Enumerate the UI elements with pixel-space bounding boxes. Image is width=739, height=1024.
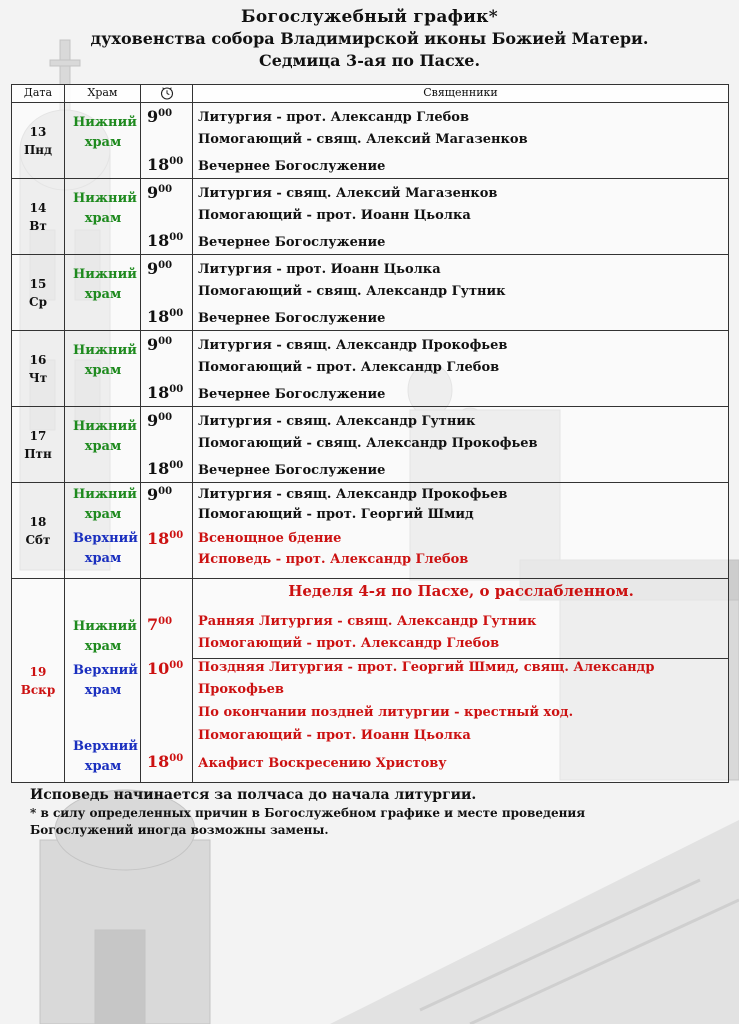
service-line: Помогающий - прот. Иоанн Цьолка bbox=[198, 208, 471, 223]
temple-label: Верхний храм bbox=[73, 531, 138, 566]
services-cell bbox=[193, 103, 729, 179]
weekday: Птн bbox=[24, 446, 52, 461]
column-header-temple: Храм bbox=[65, 85, 141, 103]
temple-cell bbox=[65, 579, 141, 783]
time-minutes: 00 bbox=[158, 616, 173, 627]
date-cell bbox=[12, 579, 65, 783]
services-cell bbox=[193, 255, 729, 331]
time-minutes: 00 bbox=[169, 460, 184, 471]
date-cell bbox=[12, 483, 65, 579]
service-time bbox=[147, 411, 172, 431]
time-hour: 18 bbox=[147, 231, 170, 250]
day-number: 18 bbox=[29, 514, 47, 529]
service-line: Литургия - свящ. Александр Гутник bbox=[198, 414, 476, 429]
schedule-day-row bbox=[12, 579, 729, 783]
service-line: Помогающий - свящ. Александр Прокофьев bbox=[198, 436, 538, 451]
service-line: Литургия - прот. Александр Глебов bbox=[198, 110, 469, 125]
service-line: Помогающий - прот. Георгий Шмид bbox=[198, 507, 474, 522]
temple-cell bbox=[65, 103, 141, 179]
day-number: 15 bbox=[29, 276, 47, 291]
changes-note: * в силу определенных причин в Богослужебном графике и месте проведения bbox=[30, 806, 586, 820]
time-cell bbox=[141, 179, 193, 255]
services-cell bbox=[193, 179, 729, 255]
service-line: Вечернее Богослужение bbox=[198, 159, 386, 174]
page-title: Богослужебный график* bbox=[241, 7, 498, 27]
time-cell bbox=[141, 407, 193, 483]
service-line: Вечернее Богослужение bbox=[198, 387, 386, 402]
service-time bbox=[147, 155, 183, 175]
confession-note: Исповедь начинается за полчаса до начала литургии. bbox=[30, 787, 477, 803]
services-cell bbox=[193, 331, 729, 407]
service-line: Вечернее Богослужение bbox=[198, 235, 386, 250]
service-line: Помогающий - прот. Иоанн Цьолка bbox=[198, 728, 471, 743]
services-cell bbox=[193, 407, 729, 483]
service-time bbox=[147, 752, 183, 772]
time-cell bbox=[141, 255, 193, 331]
time-hour: 10 bbox=[147, 659, 170, 678]
service-time bbox=[147, 259, 172, 279]
time-minutes: 00 bbox=[158, 260, 173, 271]
time-hour: 18 bbox=[147, 155, 170, 174]
schedule-day-row bbox=[12, 179, 729, 255]
time-cell bbox=[141, 579, 193, 783]
temple-cell bbox=[65, 331, 141, 407]
service-line: Помогающий - свящ. Алексий Магазенков bbox=[198, 132, 528, 147]
time-hour: 18 bbox=[147, 529, 170, 548]
table-header-row bbox=[12, 85, 729, 103]
weekday: Вт bbox=[29, 218, 47, 233]
temple-cell bbox=[65, 179, 141, 255]
time-minutes: 00 bbox=[158, 412, 173, 423]
time-cell bbox=[141, 103, 193, 179]
service-time bbox=[147, 307, 183, 327]
time-hour: 18 bbox=[147, 307, 170, 326]
date-cell bbox=[12, 255, 65, 331]
time-cell bbox=[141, 331, 193, 407]
service-time bbox=[147, 615, 172, 635]
date-cell bbox=[12, 331, 65, 407]
day-number: 19 bbox=[29, 664, 47, 679]
temple-label: Нижний храм bbox=[73, 267, 137, 302]
day-number: 17 bbox=[29, 428, 47, 443]
time-minutes: 00 bbox=[169, 384, 184, 395]
service-time bbox=[147, 335, 172, 355]
schedule-table bbox=[11, 84, 729, 783]
service-line: Акафист Воскресению Христову bbox=[198, 756, 447, 771]
time-hour: 9 bbox=[147, 335, 159, 354]
service-time bbox=[147, 183, 172, 203]
temple-label: Нижний храм bbox=[73, 419, 137, 454]
time-hour: 9 bbox=[147, 259, 159, 278]
time-minutes: 00 bbox=[158, 184, 173, 195]
date-cell bbox=[12, 407, 65, 483]
weekday: Вскр bbox=[20, 682, 56, 697]
time-hour: 18 bbox=[147, 752, 170, 771]
time-cell bbox=[141, 483, 193, 579]
services-cell bbox=[193, 579, 729, 783]
service-time bbox=[147, 529, 183, 549]
service-line: Прокофьев bbox=[198, 682, 284, 697]
service-line: Литургия - свящ. Алексий Магазенков bbox=[198, 186, 498, 201]
service-line: Помогающий - свящ. Александр Гутник bbox=[198, 284, 506, 299]
time-minutes: 00 bbox=[169, 156, 184, 167]
temple-cell bbox=[65, 255, 141, 331]
service-line: По окончании поздней литургии - крестный ход. bbox=[198, 705, 574, 720]
temple-label: Нижний храм bbox=[73, 487, 137, 522]
time-minutes: 00 bbox=[169, 530, 184, 541]
column-header-time bbox=[141, 85, 193, 103]
feast-divider bbox=[193, 658, 729, 659]
date-cell bbox=[12, 103, 65, 179]
service-line: Помогающий - прот. Александр Глебов bbox=[198, 636, 500, 651]
temple-cell bbox=[65, 483, 141, 579]
feast-title: Неделя 4-я по Пасхе, о расслабленном. bbox=[288, 582, 634, 600]
service-time bbox=[147, 231, 183, 251]
weekday: Ср bbox=[29, 294, 47, 309]
service-time bbox=[147, 659, 183, 679]
time-hour: 9 bbox=[147, 485, 159, 504]
service-line: Литургия - свящ. Александр Прокофьев bbox=[198, 487, 508, 502]
time-minutes: 00 bbox=[158, 486, 173, 497]
time-minutes: 00 bbox=[169, 660, 184, 671]
service-line: Вечернее Богослужение bbox=[198, 311, 386, 326]
weekday: Пнд bbox=[23, 142, 53, 157]
time-minutes: 00 bbox=[169, 308, 184, 319]
page-subtitle: духовенства собора Владимирской иконы Божией Матери. bbox=[90, 29, 649, 48]
day-number: 13 bbox=[29, 124, 47, 139]
service-time bbox=[147, 107, 172, 127]
time-hour: 18 bbox=[147, 383, 170, 402]
service-line: Вечернее Богослужение bbox=[198, 463, 386, 478]
weekday: Сбт bbox=[25, 532, 51, 547]
time-minutes: 00 bbox=[158, 336, 173, 347]
temple-label: Верхний храм bbox=[73, 739, 138, 774]
schedule-day-row bbox=[12, 255, 729, 331]
service-line: Поздняя Литургия - прот. Георгий Шмид, свящ. Александр bbox=[198, 660, 655, 675]
schedule-day-row bbox=[12, 103, 729, 179]
weekday: Чт bbox=[28, 370, 48, 385]
services-cell bbox=[193, 483, 729, 579]
footer-notes bbox=[30, 785, 585, 839]
temple-label: Нижний храм bbox=[73, 115, 137, 150]
time-minutes: 00 bbox=[169, 232, 184, 243]
temple-label: Нижний храм bbox=[73, 343, 137, 378]
temple-label: Верхний храм bbox=[73, 663, 138, 698]
service-time bbox=[147, 459, 183, 479]
service-line: Исповедь - прот. Александр Глебов bbox=[198, 552, 469, 567]
time-hour: 9 bbox=[147, 411, 159, 430]
time-hour: 9 bbox=[147, 107, 159, 126]
service-time bbox=[147, 383, 183, 403]
temple-cell bbox=[65, 407, 141, 483]
service-line: Помогающий - прот. Александр Глебов bbox=[198, 360, 500, 375]
date-cell bbox=[12, 179, 65, 255]
clock-icon bbox=[160, 86, 174, 100]
service-line: Ранняя Литургия - свящ. Александр Гутник bbox=[198, 614, 537, 629]
service-line: Всенощное бдение bbox=[198, 531, 342, 546]
schedule-day-row bbox=[12, 407, 729, 483]
week-title: Седмица 3-ая по Пасхе. bbox=[258, 51, 481, 70]
time-hour: 18 bbox=[147, 459, 170, 478]
time-minutes: 00 bbox=[169, 753, 184, 764]
service-line: Литургия - прот. Иоанн Цьолка bbox=[198, 262, 441, 277]
time-hour: 7 bbox=[147, 615, 159, 634]
day-number: 14 bbox=[29, 200, 47, 215]
temple-label: Нижний храм bbox=[73, 191, 137, 226]
column-header-priests: Священники bbox=[193, 85, 729, 103]
schedule-day-row bbox=[12, 483, 729, 579]
time-hour: 9 bbox=[147, 183, 159, 202]
day-number: 16 bbox=[29, 352, 47, 367]
schedule-day-row bbox=[12, 331, 729, 407]
service-line: Литургия - свящ. Александр Прокофьев bbox=[198, 338, 508, 353]
service-time bbox=[147, 485, 172, 505]
column-header-date: Дата bbox=[12, 85, 65, 103]
changes-note-cont: Богослужений иногда возможны замены. bbox=[30, 823, 329, 837]
time-minutes: 00 bbox=[158, 108, 173, 119]
page-header bbox=[0, 6, 739, 72]
temple-label: Нижний храм bbox=[73, 619, 137, 654]
